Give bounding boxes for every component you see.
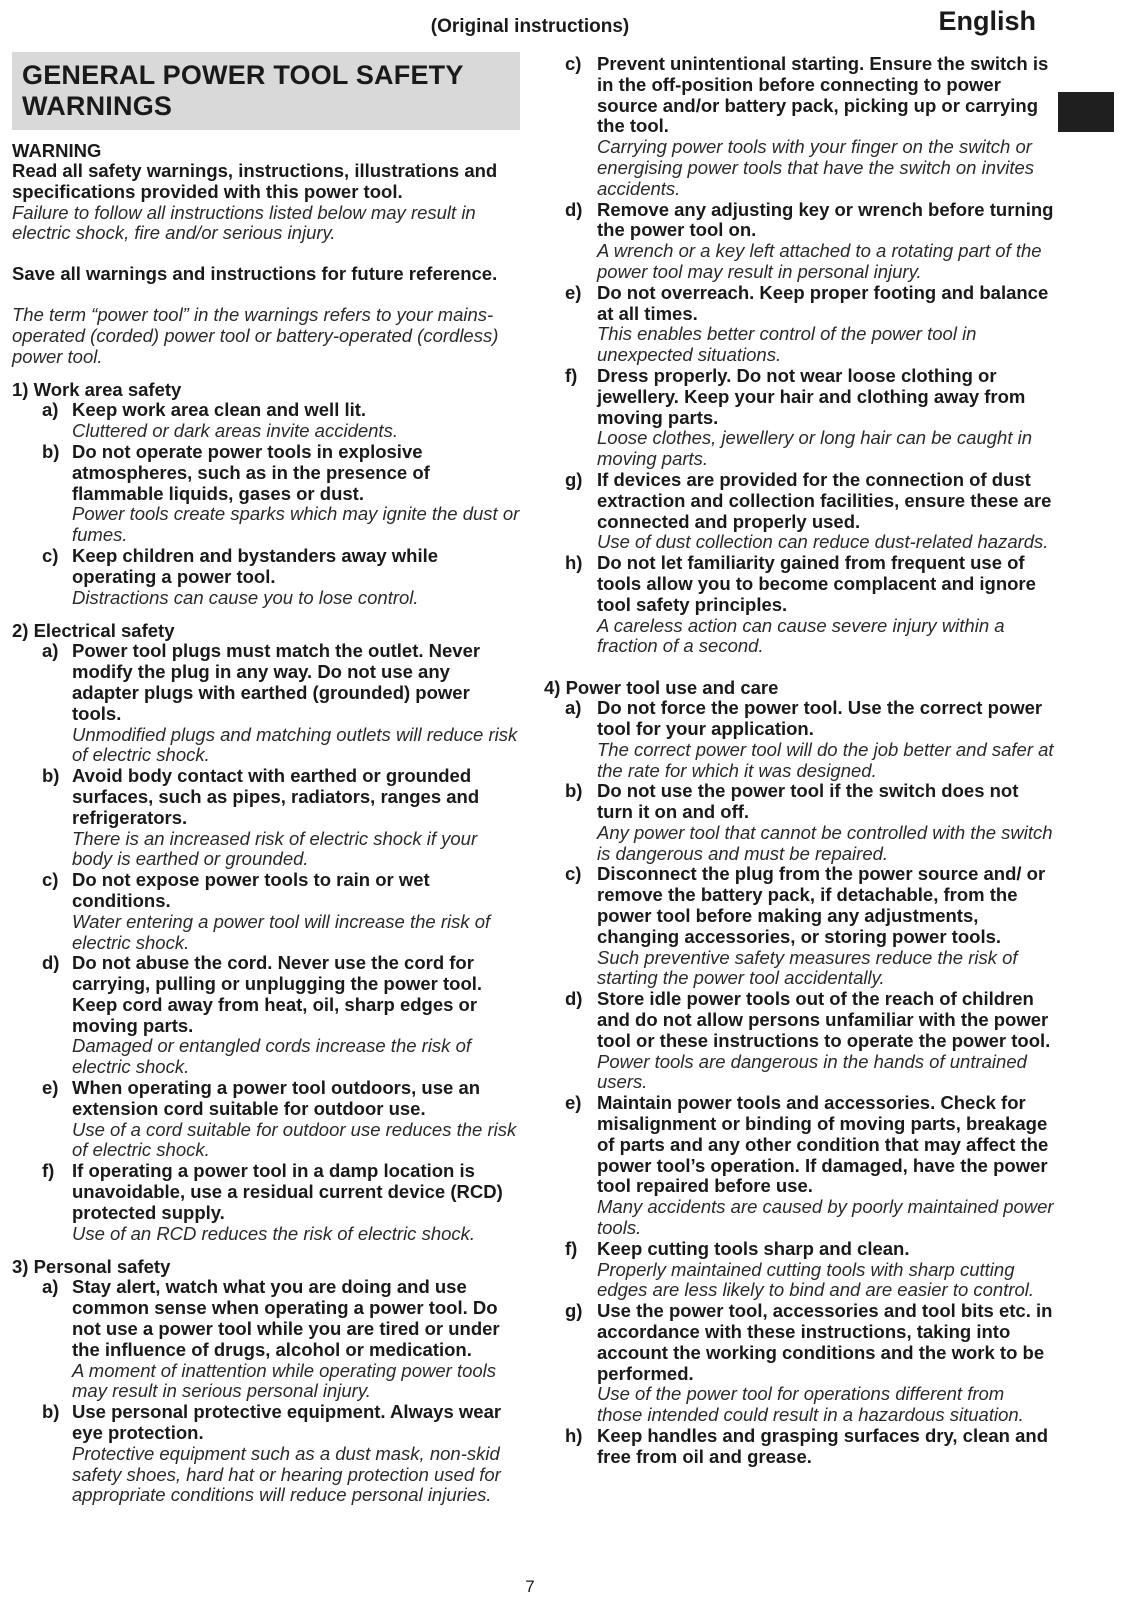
item-italic-text: Water entering a power tool will increase the risk of electric shock. xyxy=(72,910,491,953)
item-letter: b) xyxy=(42,440,60,462)
page-number: 7 xyxy=(525,1577,535,1596)
item-letter: b) xyxy=(42,765,60,787)
item-letter: g) xyxy=(565,468,583,490)
item-letter: b) xyxy=(565,780,583,802)
section-power-tool-use-and-care xyxy=(544,677,1054,1467)
item-italic-text: Unmodified plugs and matching outlets will reduce risk of electric shock. xyxy=(72,723,518,766)
item-letter: f) xyxy=(565,364,578,386)
item-bold-text: Do not operate power tools in explosive atmospheres, such as in the presence of flammable liquids, gases or dust. xyxy=(72,440,430,504)
item-italic-text: Such preventive safety measures reduce the risk of starting the power tool accidentally. xyxy=(597,946,1018,989)
item-bold-text: Do not force the power tool. Use the correct power tool for your application. xyxy=(597,697,1043,739)
warning-label: WARNING xyxy=(12,140,102,161)
item-italic-text: Use of the power tool for operations different from those intended could result in a hazardous situation. xyxy=(597,1383,1024,1426)
item-letter: d) xyxy=(565,988,583,1010)
item-italic-text: A careless action can cause severe injury within a fraction of a second. xyxy=(597,614,1005,657)
item-bold-text: Power tool plugs must match the outlet. Never modify the plug in any way. Do not use any adapter plugs with earthed (grounded) power tools. xyxy=(72,640,481,724)
section-title: 4) Power tool use and care xyxy=(544,677,779,699)
item-letter: e) xyxy=(565,1092,582,1114)
item-italic-text: A wrench or a key left attached to a rotating part of the power tool may result in personal injury. xyxy=(597,240,1042,282)
item-bold-text: Disconnect the plug from the power source and/ or remove the battery pack, if detachable, from the power tool before making any adjustments, changing accessories, or storing power tools. xyxy=(597,863,1046,947)
section-title: 2) Electrical safety xyxy=(12,620,175,642)
left-column xyxy=(12,52,520,1506)
item-letter: c) xyxy=(42,869,59,891)
item-italic-text: Properly maintained cutting tools with sharp cutting edges are less likely to bind and are easier to control. xyxy=(597,1258,1035,1301)
list-item xyxy=(544,698,1054,781)
language-tab-marker xyxy=(1058,92,1114,132)
item-letter: c) xyxy=(565,863,582,885)
item-italic-text: Use of an RCD reduces the risk of electric shock. xyxy=(72,1222,476,1244)
list-item xyxy=(544,1426,1054,1468)
list-item xyxy=(544,781,1054,864)
item-letter: c) xyxy=(565,53,582,74)
item-italic-text: Any power tool that cannot be controlled with the switch is dangerous and must be repaired. xyxy=(597,821,1053,864)
list-item xyxy=(12,1402,520,1506)
item-letter: a) xyxy=(565,697,582,719)
item-italic-text: Damaged or entangled cords increase the risk of electric shock. xyxy=(72,1035,471,1078)
list-item xyxy=(544,366,1054,470)
save-instructions-text: Save all warnings and instructions for future reference. xyxy=(12,263,498,285)
list-item xyxy=(544,553,1054,657)
item-italic-text: Loose clothes, jewellery or long hair can be caught in moving parts. xyxy=(597,427,1033,470)
item-italic-text: There is an increased risk of electric shock if your body is earthed or grounded. xyxy=(72,827,478,870)
item-italic-text: A moment of inattention while operating power tools may result in serious personal injury. xyxy=(72,1359,497,1402)
item-letter: d) xyxy=(565,198,583,220)
list-item xyxy=(544,1239,1054,1301)
section-title: 1) Work area safety xyxy=(12,379,182,401)
item-letter: h) xyxy=(565,552,583,574)
item-bold-text: Store idle power tools out of the reach of children and do not allow persons unfamiliar with the power tool or these instructions to operate the power tool. xyxy=(597,988,1051,1051)
list-item xyxy=(12,1277,520,1402)
list-item xyxy=(12,766,520,870)
item-letter: e) xyxy=(565,281,582,303)
list-item xyxy=(544,54,1054,200)
list-item xyxy=(544,283,1054,366)
item-italic-text: Many accidents are caused by poorly maintained power tools. xyxy=(597,1196,1054,1239)
item-letter: e) xyxy=(42,1077,59,1099)
list-item xyxy=(12,546,520,608)
warning-italic-text: Failure to follow all instructions listed below may result in electric shock, fire and/or serious injury. xyxy=(12,201,476,244)
item-bold-text: Prevent unintentional starting. Ensure the switch is in the off-position before connecting to power source and/or battery pack, picking up or carrying the tool. xyxy=(597,53,1049,137)
item-bold-text: Do not expose power tools to rain or wet conditions. xyxy=(72,869,430,911)
item-letter: a) xyxy=(42,640,59,662)
section-title: 3) Personal safety xyxy=(12,1256,171,1278)
item-bold-text: Do not use the power tool if the switch does not turn it on and off. xyxy=(597,780,1019,823)
item-letter: c) xyxy=(42,544,59,566)
item-bold-text: Stay alert, watch what you are doing and use common sense when operating a power tool. Do not use a power tool while you are tired or under the influence of drugs, alcohol or medication. xyxy=(72,1276,500,1360)
item-bold-text: Keep handles and grasping surfaces dry, clean and free from oil and grease. xyxy=(597,1425,1048,1467)
list-item xyxy=(12,442,520,546)
item-bold-text: When operating a power tool outdoors, use an extension cord suitable for outdoor use. xyxy=(72,1077,481,1119)
item-bold-text: Keep work area clean and well lit. xyxy=(72,399,367,421)
list-item xyxy=(12,1078,520,1161)
power-tool-term-text: The term “power tool” in the warnings refers to your mains-operated (corded) power tool or battery-operated (cordless) power tool. xyxy=(12,303,499,367)
item-bold-text: Do not overreach. Keep proper footing and balance at all times. xyxy=(597,281,1049,324)
item-italic-text: Carrying power tools with your finger on the switch or energising power tools that have the switch on invites accidents. xyxy=(597,136,1035,199)
item-bold-text: Dress properly. Do not wear loose clothing or jewellery. Keep your hair and clothing away from moving parts. xyxy=(597,364,1026,428)
item-bold-text: If devices are provided for the connection of dust extraction and collection facilities, ensure these are connected and properly used. xyxy=(597,468,1052,532)
item-italic-text: Use of dust collection can reduce dust-related hazards. xyxy=(597,531,1049,553)
item-bold-text: If operating a power tool in a damp location is unavoidable, use a residual current device (RCD) protected supply. xyxy=(72,1160,503,1223)
section-personal-safety-continued xyxy=(544,54,1054,657)
item-letter: a) xyxy=(42,1276,59,1298)
item-bold-text: Use personal protective equipment. Always wear eye protection. xyxy=(72,1401,502,1444)
item-letter: d) xyxy=(42,952,60,974)
section-work-area-safety xyxy=(12,379,520,608)
item-bold-text: Keep cutting tools sharp and clean. xyxy=(597,1237,910,1259)
section-personal-safety xyxy=(12,1256,520,1506)
item-italic-text: Power tools are dangerous in the hands of untrained users. xyxy=(597,1050,1027,1093)
original-instructions-label: (Original instructions) xyxy=(430,16,630,37)
item-italic-text: Distractions can cause you to lose control. xyxy=(72,586,419,608)
item-letter: g) xyxy=(565,1300,583,1322)
list-item xyxy=(12,400,520,442)
item-bold-text: Maintain power tools and accessories. Check for misalignment or binding of moving parts, breakage of parts and any other condition that may affect the power tool’s operation. If damaged, have the power tool repaired before use. xyxy=(597,1092,1049,1197)
page-title: GENERAL POWER TOOL SAFETY WARNINGS xyxy=(12,52,520,130)
item-italic-text: This enables better control of the power tool in unexpected situations. xyxy=(597,323,977,366)
list-item xyxy=(12,953,520,1078)
item-italic-text: Protective equipment such as a dust mask, non-skid safety shoes, hard hat or hearing protection used for appropriate conditions will reduce personal injuries. xyxy=(72,1442,501,1506)
item-italic-text: The correct power tool will do the job better and safer at the rate for which it was designed. xyxy=(597,738,1054,781)
list-item xyxy=(12,641,520,766)
right-column xyxy=(544,54,1054,1468)
item-letter: a) xyxy=(42,399,59,421)
item-bold-text: Do not let familiarity gained from frequent use of tools allow you to become complacent and ignore tool safety principles. xyxy=(597,552,1036,615)
item-bold-text: Use the power tool, accessories and tool bits etc. in accordance with these instructions, taking into account the working conditions and the work to be performed. xyxy=(597,1300,1053,1384)
item-italic-text: Power tools create sparks which may ignite the dust or fumes. xyxy=(72,503,520,546)
list-item xyxy=(544,1301,1054,1426)
language-label: English xyxy=(938,6,1036,36)
item-bold-text: Do not abuse the cord. Never use the cord for carrying, pulling or unplugging the power tool. Keep cord away from heat, oil, sharp edges or moving parts. xyxy=(72,952,483,1036)
section-electrical-safety xyxy=(12,620,520,1244)
list-item xyxy=(12,870,520,953)
item-italic-text: Use of a cord suitable for outdoor use reduces the risk of electric shock. xyxy=(72,1118,517,1161)
item-bold-text: Keep children and bystanders away while operating a power tool. xyxy=(72,544,439,587)
list-item xyxy=(544,989,1054,1093)
warning-bold-text: Read all safety warnings, instructions, illustrations and specifications provided with this power tool. xyxy=(12,160,498,202)
item-bold-text: Remove any adjusting key or wrench before turning the power tool on. xyxy=(597,198,1054,241)
list-item xyxy=(544,470,1054,553)
item-italic-text: Cluttered or dark areas invite accidents. xyxy=(72,420,398,442)
item-letter: h) xyxy=(565,1425,583,1446)
list-item xyxy=(544,200,1054,283)
item-letter: f) xyxy=(565,1237,578,1259)
item-letter: f) xyxy=(42,1160,55,1182)
list-item xyxy=(12,1161,520,1244)
item-letter: b) xyxy=(42,1401,60,1423)
item-bold-text: Avoid body contact with earthed or grounded surfaces, such as pipes, radiators, ranges and refrigerators. xyxy=(72,765,480,828)
list-item xyxy=(544,864,1054,989)
list-item xyxy=(544,1093,1054,1239)
